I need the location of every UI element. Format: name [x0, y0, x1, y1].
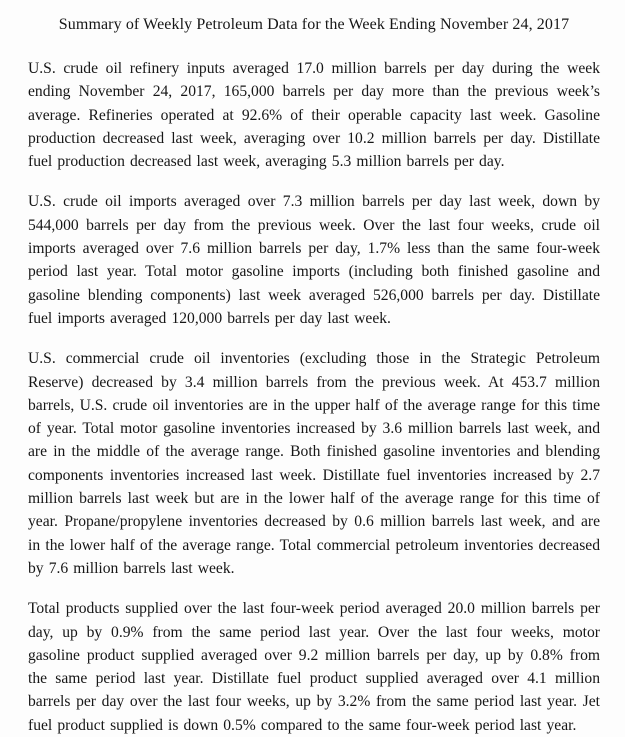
- paragraph-crude-imports: U.S. crude oil imports averaged over 7.3 million barrels per day last week, down by 544,000 barrels per day from the previous week. Over the last four weeks, crude oil imports averaged over 7.6 million barrels per day, 1.7% less than the same four-week period last year. Total motor gasoline imports (including both finished gasoline and gasoline blending components) last week averaged 526,000 barrels per day. Distillate fuel imports averaged 120,000 barrels per day last week.: [28, 193, 600, 327]
- paragraph-inventories: U.S. commercial crude oil inventories (excluding those in the Strategic Petroleum Reserve) decreased by 3.4 million barrels from the previous week. At 453.7 million barrels, U.S. crude oil inventories are in the upper half of the average range for this time of year. Total motor gasoline inventories increased by 3.6 million barrels last week, and are in the middle of the average range. Both finished gasoline inventories and blending components inventories increased last week. Distillate fuel inventories increased by 2.7 million barrels last week but are in the lower half of the average range for this time of year. Propane/propylene inventories decreased by 0.6 million barrels last week, and are in the lower half of the average range. Total commercial petroleum inventories decreased by 7.6 million barrels last week.: [28, 350, 600, 577]
- document-title: Summary of Weekly Petroleum Data for the Week Ending November 24, 2017: [58, 16, 570, 33]
- paragraph-products-supplied: Total products supplied over the last four-week period averaged 20.0 million barrels per day, up by 0.9% from the same period last year. Over the last four weeks, motor gasoline product supplied averaged over 9.2 million barrels per day, up by 0.8% from the same period last year. Distillate fuel product supplied averaged over 4.1 million barrels per day over the last four weeks, up by 3.2% from the same period last year. Jet fuel product supplied is down 0.5% compared to the same four-week period last year.: [28, 600, 600, 734]
- paragraph-refinery-inputs: U.S. crude oil refinery inputs averaged 17.0 million barrels per day during the week ending November 24, 2017, 165,000 barrels per day more than the previous week’s average. Refineries operated at 92.6% of their operable capacity last week. Gasoline production decreased last week, averaging over 10.2 million barrels per day. Distillate fuel production decreased last week, averaging 5.3 million barrels per day.: [28, 60, 600, 171]
